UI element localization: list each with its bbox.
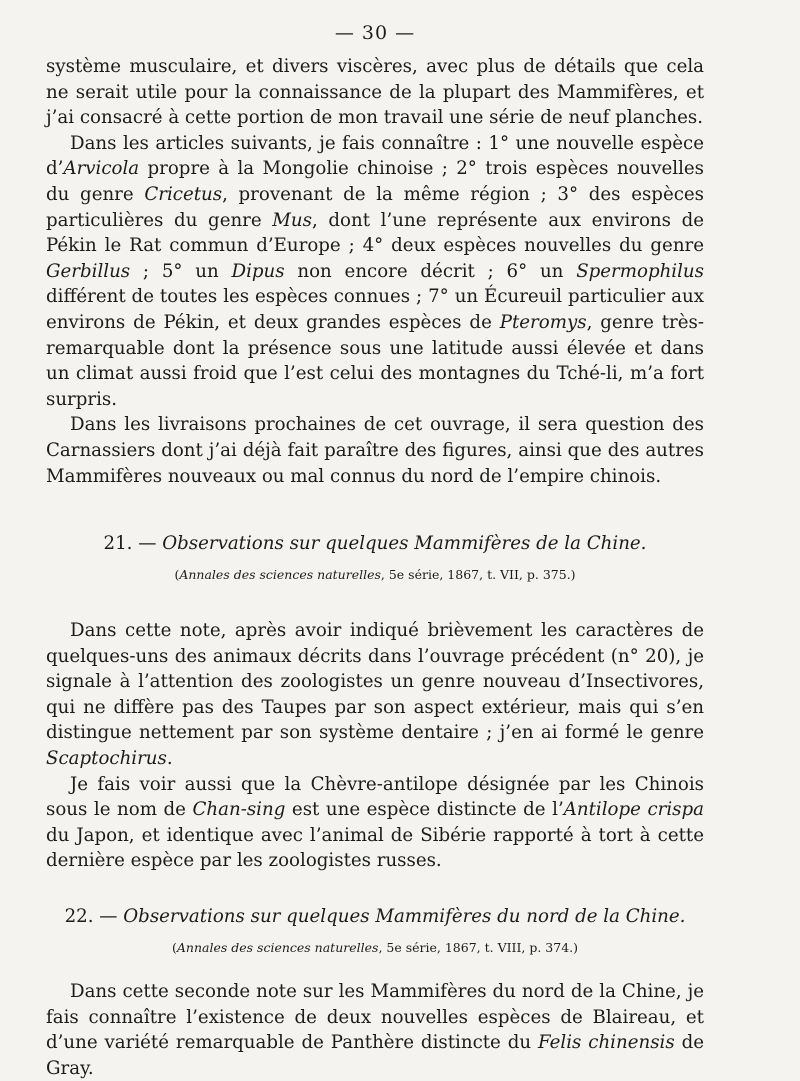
taxon-antilope-crispa: Antilope crispa	[563, 799, 704, 821]
taxon-cricetus: Cricetus	[144, 183, 223, 205]
page-number: — 30 —	[334, 22, 416, 44]
section-22-paragraph-1: Dans cette seconde note sur les Mammifères du nord de la Chine, je fais connaître l’existence de deux nouvelles espèces de Blaireau, et d’une variété remarquable de Panthère distincte du Felis chinensis de Gray.	[46, 981, 705, 1079]
intro-paragraph-2: Dans les articles suivants, je fais connaître : 1° une nouvelle espèce d’Arvicola propre à la Mongolie chinoise ; 2° trois espèces nouvelles du genre Cricetus, provenant de la même région ; 3° des espèces particulières du genre Mus, dont l’une représente aux environs de Pékin le Rat commun d’Europe ; 4° deux espèces nouvelles du genre Gerbillus ; 5° un Dipus non encore décrit ; 6° un Spermophilus différent de toutes les espèces connues ; 7° un Écureuil particulier aux environs de Pékin, et deux grandes espèces de Pteromys, genre très-remarquable dont la présence sous une latitude aussi élevée et dans un climat aussi froid que l’est celui des montagnes du Tché-li, m’a fort surpris.	[46, 132, 704, 410]
taxon-pteromys: Pteromys	[499, 311, 587, 333]
section-21-paragraph-2: Je fais voir aussi que la Chèvre-antilope désignée par les Chinois sous le nom de Chan-sing est une espèce distincte de l’Antilope crispa du Japon, et identique avec l’animal de Sibérie rapporté à tort à cette dernière espèce par les zoologistes russes.	[46, 773, 704, 872]
section-21-paragraph-1: Dans cette note, après avoir indiqué brièvement les caractères de quelques-uns des animaux décrits dans l’ouvrage précédent (n° 20), je signale à l’attention des zoologistes un genre nouveau d’Insectivores, qui ne diffère pas des Taupes par son aspect extérieur, mais qui s’en distingue nettement par son système dentaire ; j’en ai formé le genre Scaptochirus.	[46, 620, 704, 770]
taxon-arvicola: Arvicola	[63, 158, 140, 180]
name-chan-sing: Chan-sing	[192, 799, 286, 821]
section-22-citation: (Annales des sciences naturelles, 5e série, 1867, t. VIII, p. 374.)	[171, 940, 579, 956]
intro-paragraph-1: système musculaire, et divers viscères, avec plus de détails que cela ne serait utile pour la connaissance de la plupart des Mammifères, et j’ai consacré à cette portion de mon travail une série de neuf planches.	[46, 56, 704, 129]
intro-paragraph-3: Dans les livraisons prochaines de cet ouvrage, il sera question des Carnassiers dont j’ai déjà fait paraître des figures, ainsi que des autres Mammifères nouveaux ou mal connus du nord de l’empire chinois.	[46, 414, 704, 487]
section-21-citation: (Annales des sciences naturelles, 5e série, 1867, t. VII, p. 375.)	[174, 567, 576, 583]
taxon-felis-chinensis: Felis chinensis	[538, 1032, 675, 1054]
taxon-dipus: Dipus	[231, 260, 285, 282]
taxon-scaptochirus: Scaptochirus	[46, 748, 167, 770]
taxon-gerbillus: Gerbillus	[46, 260, 131, 282]
taxon-mus: Mus	[272, 209, 312, 231]
section-22-heading: 22. — Observations sur quelques Mammifères du nord de la Chine.	[64, 906, 686, 928]
section-21-heading: 21. — Observations sur quelques Mammifères de la Chine.	[103, 533, 647, 555]
taxon-spermophilus: Spermophilus	[576, 260, 704, 282]
